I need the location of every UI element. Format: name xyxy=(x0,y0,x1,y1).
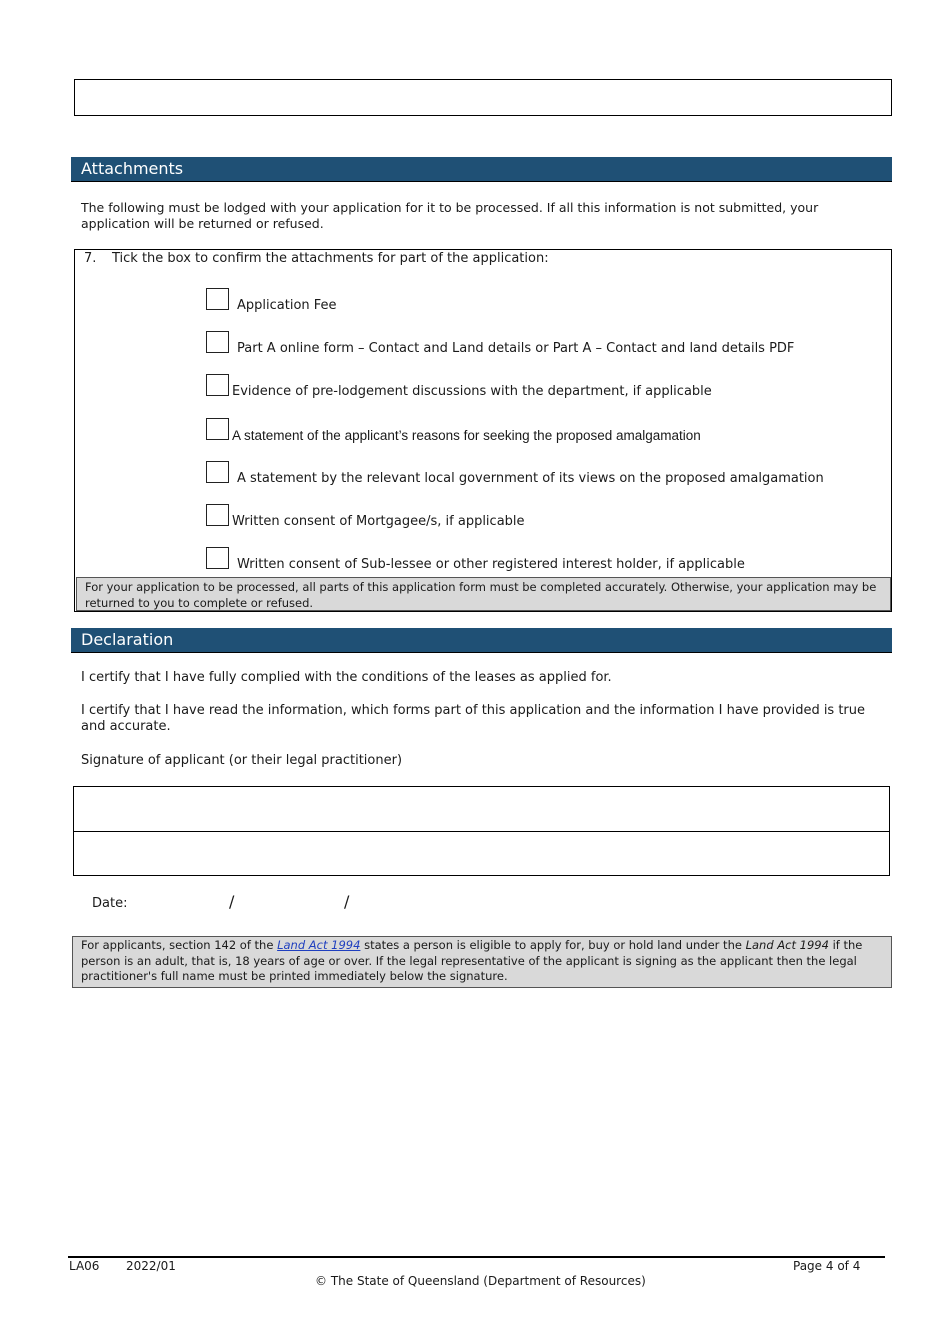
checkbox-label-sublessee-consent: Written consent of Sub-lessee or other registered interest holder, if applicable xyxy=(237,557,745,572)
checkbox-application-fee[interactable] xyxy=(206,288,229,310)
checkbox-pre-lodgement[interactable] xyxy=(206,374,229,396)
declaration-note xyxy=(72,936,892,988)
date-month-field[interactable] xyxy=(245,892,340,914)
checkbox-local-government-statement[interactable] xyxy=(206,461,229,483)
land-act-link[interactable]: Land Act 1994 xyxy=(277,938,361,952)
checkbox-mortgagee-consent[interactable] xyxy=(206,504,229,526)
footer-rule xyxy=(68,1256,885,1258)
attachments-heading: Attachments xyxy=(71,157,892,182)
footer-copyright: © The State of Queensland (Department of Resources) xyxy=(315,1274,646,1288)
checkbox-label-application-fee: Application Fee xyxy=(237,298,337,313)
footer-page-number: Page 4 of 4 xyxy=(793,1259,861,1273)
checkbox-applicant-statement[interactable] xyxy=(206,418,229,440)
question-text: Tick the box to confirm the attachments for part of the application: xyxy=(112,251,549,266)
date-label: Date: xyxy=(92,896,128,911)
date-day-field[interactable] xyxy=(140,892,225,914)
top-text-field[interactable] xyxy=(74,79,892,116)
checkbox-part-a-form[interactable] xyxy=(206,331,229,353)
checkbox-label-local-government-statement: A statement by the relevant local government of its views on the proposed amalgamation xyxy=(237,471,824,486)
checkbox-label-mortgagee-consent: Written consent of Mortgagee/s, if applicable xyxy=(232,514,525,529)
footer-version: 2022/01 xyxy=(126,1259,176,1273)
printed-name-field[interactable] xyxy=(73,831,890,876)
checkbox-label-applicant-statement: A statement of the applicant’s reasons for seeking the proposed amalgamation xyxy=(232,428,701,443)
declaration-note-part2: states a person is eligible to apply for, buy or hold land under the xyxy=(360,938,746,952)
signature-label: Signature of applicant (or their legal practitioner) xyxy=(81,753,403,768)
declaration-statement-1: I certify that I have fully complied with the conditions of the leases as applied for. xyxy=(81,670,612,685)
checkbox-label-pre-lodgement: Evidence of pre-lodgement discussions with the department, if applicable xyxy=(232,384,712,399)
attachments-note: For your application to be processed, all parts of this application form must be completed accurately. Otherwise, your application may be returned to you to complete or refused. xyxy=(76,577,891,611)
declaration-note-part3: if the person is an adult, that is, 18 years of age or over. If the legal representative of the applicant is signing as the applicant then the legal practitioner's full name must be printed immediately below the signature. xyxy=(81,938,863,983)
declaration-statement-2: I certify that I have read the information, which forms part of this application and the information I have provided is true and accurate. xyxy=(81,703,866,734)
footer-form-code: LA06 xyxy=(69,1259,100,1273)
question-number: 7. xyxy=(84,251,97,266)
signature-field[interactable] xyxy=(73,786,890,832)
declaration-heading: Declaration xyxy=(71,628,892,653)
date-separator-2: / xyxy=(344,892,350,911)
checkbox-label-part-a-form: Part A online form – Contact and Land details or Part A – Contact and land details PDF xyxy=(237,341,795,356)
attachments-intro: The following must be lodged with your application for it to be processed. If all this information is not submitted, your application will be returned or refused. xyxy=(81,200,819,231)
date-year-field[interactable] xyxy=(360,892,455,914)
declaration-note-part1: For applicants, section 142 of the xyxy=(81,938,278,952)
declaration-note-act-name: Land Act 1994 xyxy=(745,938,829,952)
date-separator-1: / xyxy=(229,892,235,911)
checkbox-sublessee-consent[interactable] xyxy=(206,547,229,569)
